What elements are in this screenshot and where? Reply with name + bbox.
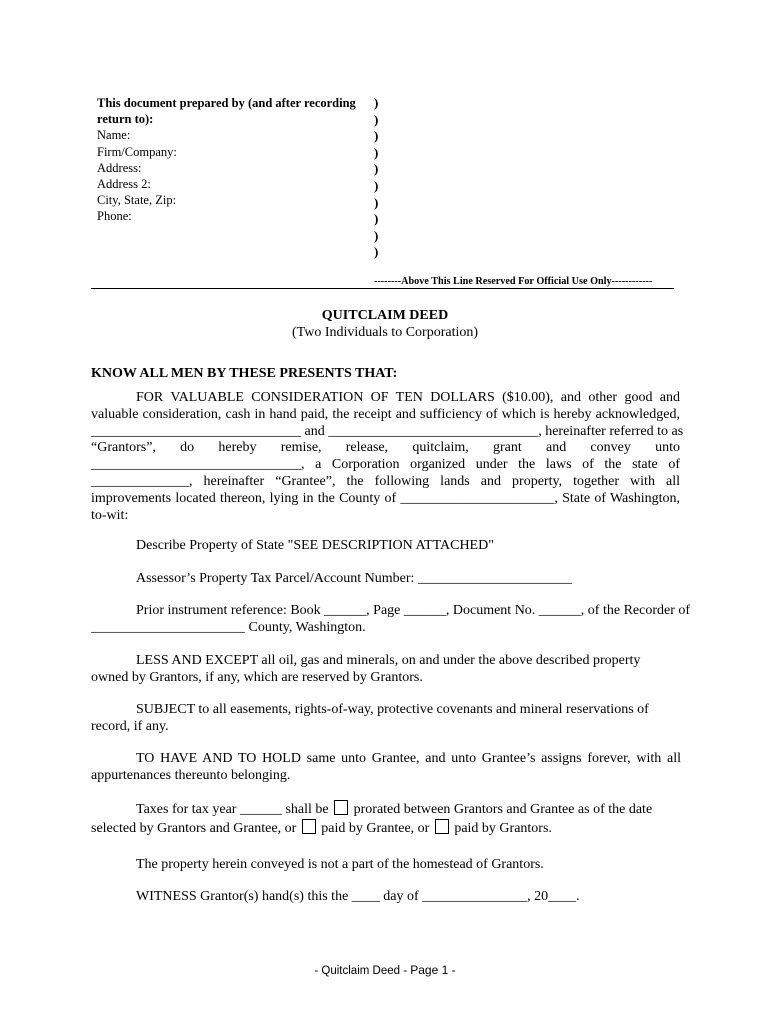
document-title: QUITCLAIM DEED: [321, 308, 449, 323]
consideration-line: improvements located thereon, lying in the County of ______________________, State of Washington,: [91, 490, 680, 506]
parenthesis-column: [374, 95, 378, 261]
paren: ): [374, 111, 379, 127]
homestead-text: The property herein conveyed is not a part of the homestead of Grantors.: [136, 857, 544, 872]
taxes-text-part5: paid by Grantors.: [454, 820, 552, 836]
paren: ): [374, 144, 379, 160]
less-and-except-paragraph: LESS AND EXCEPT all oil, gas and minerals, on and under the above described property owned by Grantors, if any, which are reserved by Grantors.: [91, 653, 641, 685]
consideration-line: valuable consideration, cash in hand paid, the receipt and sufficiency of which is hereby acknowledged,: [91, 406, 680, 422]
field-phone: Phone:: [97, 209, 132, 224]
footer-label: - Quitclaim Deed -: [314, 965, 411, 977]
reserved-line-label: --------Above This Line Reserved For Official Use Only------------: [374, 276, 653, 287]
consideration-line: ______________________________, a Corporation organized under the laws of the state of: [91, 457, 680, 473]
know-all-men-heading: KNOW ALL MEN BY THESE PRESENTS THAT:: [91, 366, 398, 381]
prior-instrument-line2: ______________________ County, Washington.: [91, 619, 366, 635]
taxes-text-part1: Taxes for tax year ______ shall be: [136, 802, 329, 817]
field-firm-company: Firm/Company:: [97, 144, 177, 159]
prior-instrument-line1: Prior instrument reference: Book ______, Page ______, Document No. ______, of the Recorder of: [136, 603, 691, 618]
prepared-by-heading-line1: This document prepared by (and after recording: [97, 96, 356, 110]
taxes-text-part4: paid by Grantee, or: [321, 820, 430, 836]
taxes-line1: [91, 800, 681, 819]
field-name: Name:: [97, 128, 131, 143]
paren: ): [374, 194, 379, 210]
taxes-line2: [91, 819, 681, 838]
consideration-line: FOR VALUABLE CONSIDERATION OF TEN DOLLARS ($10.00), and other good and: [136, 390, 680, 405]
paren: ): [374, 211, 379, 227]
taxes-text-part3: selected by Grantors and Grantee, or: [91, 820, 297, 836]
page-footer: [0, 963, 770, 977]
prepared-by-heading-line2: return to):: [97, 112, 154, 127]
paren: ): [374, 128, 379, 144]
paid-by-grantee-checkbox[interactable]: [302, 819, 316, 834]
consideration-line: to-wit:: [91, 507, 129, 523]
footer-page-number: Page 1 -: [410, 963, 456, 977]
to-have-and-to-hold-paragraph: TO HAVE AND TO HOLD same unto Grantee, and unto Grantee’s assigns forever, with all appurtenances thereunto belonging.: [91, 751, 681, 783]
assessor-line: [91, 571, 681, 588]
subject-to-paragraph: SUBJECT to all easements, rights-of-way, protective covenants and mineral reservations of record, if any.: [91, 702, 649, 734]
prior-instrument-block: [91, 603, 691, 637]
homestead-line: [91, 857, 681, 874]
field-city-state-zip: City, State, Zip:: [97, 193, 177, 208]
paren: ): [374, 161, 379, 177]
prorated-checkbox[interactable]: [334, 800, 348, 815]
taxes-text-part2: prorated between Grantors and Grantee as of the date: [353, 802, 653, 817]
field-address-2: Address 2:: [97, 177, 151, 192]
paren: ): [374, 227, 379, 243]
taxes-paragraph: [91, 800, 681, 838]
consideration-line: “Grantors”, do hereby remise, release, quitclaim, grant and convey unto: [91, 440, 680, 456]
document-subtitle: (Two Individuals to Corporation): [291, 325, 479, 340]
reserved-divider: [91, 288, 674, 289]
describe-property-line: [91, 538, 681, 555]
paren: ): [374, 244, 379, 260]
consideration-line: ______________, hereinafter “Grantee”, the following lands and property, together with all: [91, 473, 680, 489]
paren: ): [374, 177, 379, 193]
consideration-paragraph: [91, 390, 684, 524]
describe-property-text: Describe Property of State "SEE DESCRIPTION ATTACHED": [136, 538, 494, 553]
witness-line: [91, 889, 681, 906]
prepared-by-block: [97, 95, 356, 225]
paid-by-grantors-checkbox[interactable]: [435, 819, 449, 834]
paren: ): [374, 95, 379, 110]
assessor-text: Assessor’s Property Tax Parcel/Account Number: ______________________: [136, 571, 572, 586]
field-address: Address:: [97, 160, 142, 175]
consideration-line: ______________________________ and ______________________________, hereinafter referred to as: [91, 423, 684, 439]
witness-text: WITNESS Grantor(s) hand(s) this the ____ day of _______________, 20____.: [136, 889, 580, 904]
